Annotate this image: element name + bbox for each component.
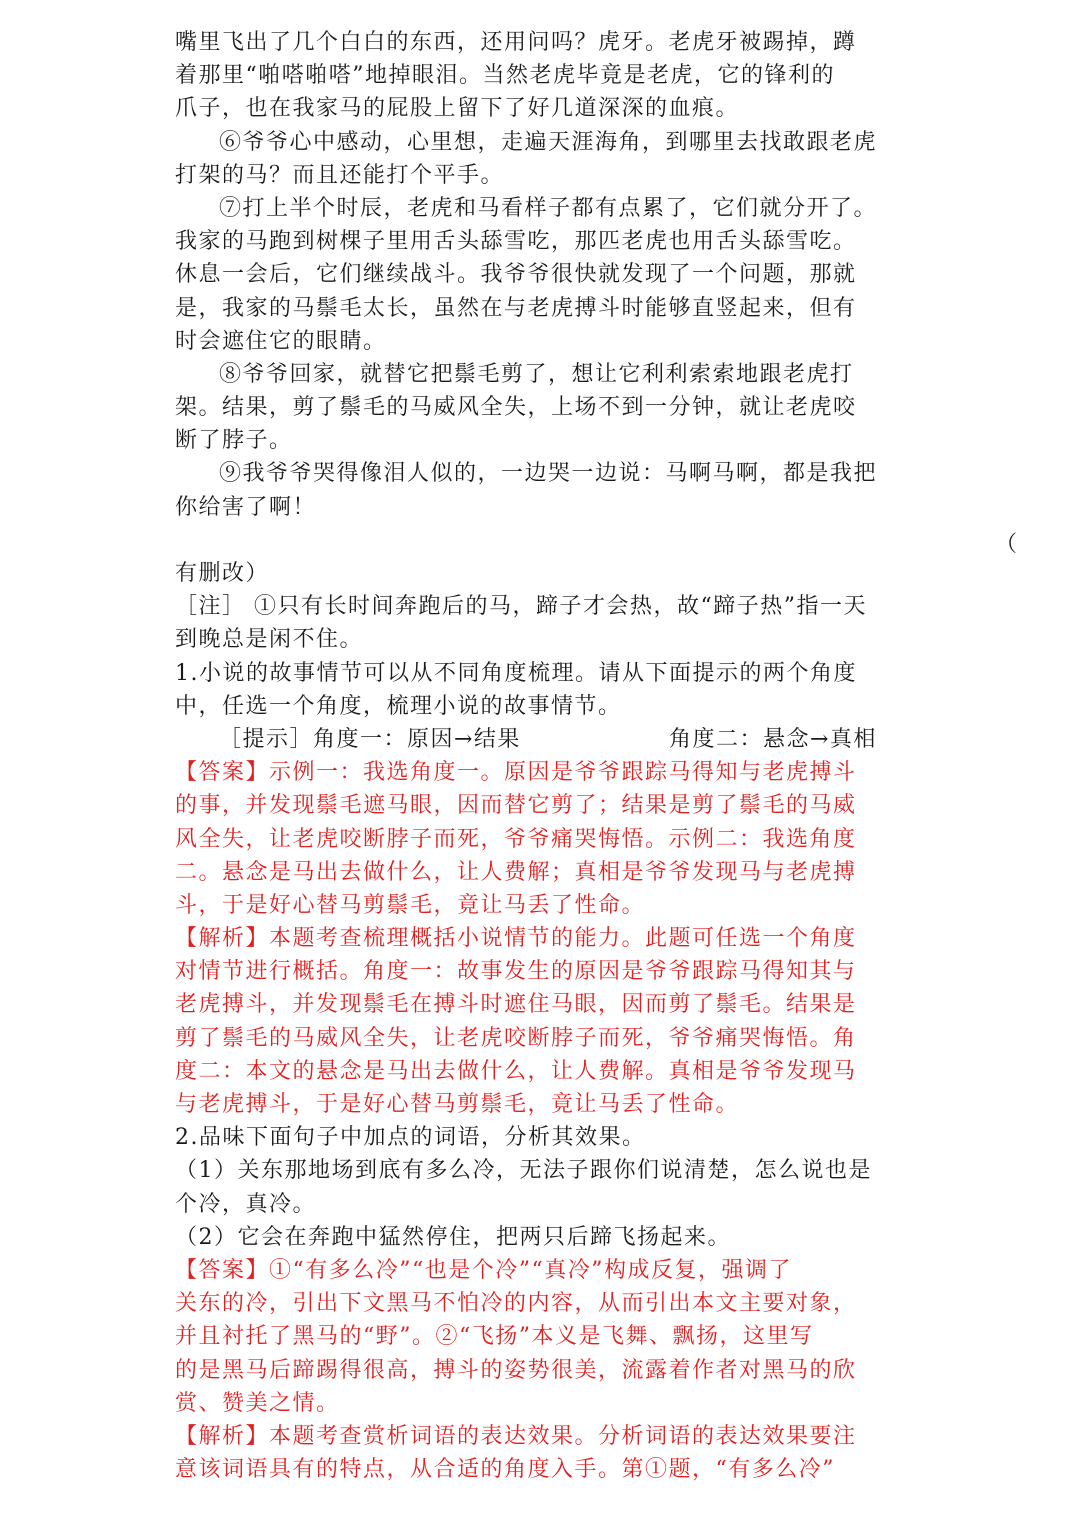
paragraph-8-cont: 断了脖子。 xyxy=(175,428,293,454)
annotation-note-cont: 到晚总是闲不住。 xyxy=(175,627,364,653)
paragraph-7-cont: 是，我家的马鬃毛太长，虽然在与老虎搏斗时能够直竖起来，但有 xyxy=(175,295,857,321)
open-parenthesis: （ xyxy=(995,532,1018,557)
question-2-sentence-1-cont: 个冷，真冷。 xyxy=(175,1191,317,1217)
paragraph-7: ⑦打上半个时辰，老虎和马看样子都有点累了，它们就分开了。 xyxy=(219,195,878,221)
hint-angle-two: 角度二：悬念→真相 xyxy=(669,726,877,752)
paragraph-8-cont: 架。结果，剪了鬃毛的马威风全失，上场不到一分钟，就让老虎咬 xyxy=(175,395,857,421)
document-page xyxy=(175,26,905,1486)
question-2-answer-cont: 并且衬托了黑马的“野”。②“飞扬”本义是飞舞、飘扬，这里写 xyxy=(175,1324,814,1350)
question-1-answer-cont: 二。悬念是马出去做什么，让人费解；真相是爷爷发现马与老虎搏 xyxy=(175,859,857,885)
paragraph-7-cont: 休息一会后，它们继续战斗。我爷爷很快就发现了一个问题，那就 xyxy=(175,262,857,288)
question-2-answer-cont: 赏、赞美之情。 xyxy=(175,1390,340,1416)
paragraph-6: ⑥爷爷心中感动，心里想，走遍天涯海角，到哪里去找敢跟老虎 xyxy=(219,129,878,155)
spacer xyxy=(175,524,905,557)
question-2: 2.品味下面句子中加点的词语，分析其效果。 xyxy=(175,1125,646,1151)
question-1-analysis-cont: 度二：本文的悬念是马出去做什么，让人费解。真相是爷爷发现马 xyxy=(175,1058,857,1084)
edited-note: 有删改） xyxy=(175,561,270,586)
question-1-answer: 【答案】示例一：我选角度一。原因是爷爷跟踪马得知与老虎搏斗 xyxy=(175,760,857,786)
question-2-sentence-1: （1）关东那地场到底有多么冷，无法子跟你们说清楚，怎么说也是 xyxy=(175,1158,872,1184)
story-line: 着那里“啪嗒啪嗒”地掉眼泪。当然老虎毕竟是老虎，它的锋利的 xyxy=(175,63,835,89)
paragraph-7-cont: 我家的马跑到树棵子里用舌头舔雪吃，那匹老虎也用舌头舔雪吃。 xyxy=(175,229,857,255)
question-2-answer: 【答案】①“有多么冷”“也是个冷”“真冷”构成反复，强调了 xyxy=(175,1257,792,1283)
question-1-analysis-cont: 与老虎搏斗，于是好心替马剪鬃毛，竟让马丢了性命。 xyxy=(175,1092,740,1117)
question-1-hint xyxy=(175,723,905,756)
hint-angle-one: ［提示］角度一：原因→结果 xyxy=(219,726,521,752)
question-1: 1.小说的故事情节可以从不同角度梳理。请从下面提示的两个角度 xyxy=(175,660,857,686)
question-2-answer-cont: 的是黑马后蹄踢得很高，搏斗的姿势很美，流露着作者对黑马的欣 xyxy=(175,1357,857,1383)
question-1-answer-cont: 风全失，让老虎咬断脖子而死，爷爷痛哭悔悟。示例二：我选角度 xyxy=(175,826,857,852)
question-1-analysis-cont: 剪了鬃毛的马威风全失，让老虎咬断脖子而死，爷爷痛哭悔悟。角 xyxy=(175,1025,857,1051)
annotation-note: ［注］ ①只有长时间奔跑后的马，蹄子才会热，故“蹄子热”指一天 xyxy=(175,594,867,620)
paragraph-6-cont: 打架的马？而且还能打个平手。 xyxy=(175,162,505,188)
paragraph-7-cont: 时会遮住它的眼睛。 xyxy=(175,328,387,354)
question-1-cont: 中，任选一个角度，梳理小说的故事情节。 xyxy=(175,693,622,719)
paragraph-9-cont: 你给害了啊！ xyxy=(175,494,317,520)
question-1-answer-cont: 的事，并发现鬃毛遮马眼，因而替它剪了；结果是剪了鬃毛的马威 xyxy=(175,793,857,819)
question-1-answer-cont: 斗，于是好心替马剪鬃毛，竟让马丢了性命。 xyxy=(175,892,646,918)
question-1-analysis: 【解析】本题考查梳理概括小说情节的能力。此题可任选一个角度 xyxy=(175,926,857,952)
question-1-analysis-cont: 对情节进行概括。角度一：故事发生的原因是爷爷跟踪马得知其与 xyxy=(175,959,857,985)
story-line: 嘴里飞出了几个白白的东西，还用问吗？虎牙。老虎牙被踢掉，蹲 xyxy=(175,30,857,55)
question-1-analysis-cont: 老虎搏斗，并发现鬃毛在搏斗时遮住马眼，因而剪了鬃毛。结果是 xyxy=(175,992,857,1018)
question-2-analysis: 【解析】本题考查赏析词语的表达效果。分析词语的表达效果要注 xyxy=(175,1423,857,1449)
question-2-sentence-2: （2）它会在奔跑中猛然停住，把两只后蹄飞扬起来。 xyxy=(175,1224,731,1250)
paragraph-8: ⑧爷爷回家，就替它把鬃毛剪了，想让它利利索索地跟老虎打 xyxy=(219,361,854,387)
question-2-answer-cont: 关东的冷，引出下文黑马不怕冷的内容，从而引出本文主要对象， xyxy=(175,1291,857,1317)
question-2-analysis-cont: 意该词语具有的特点，从合适的角度入手。第①题，“有多么冷” xyxy=(175,1457,835,1483)
paragraph-9: ⑨我爷爷哭得像泪人似的，一边哭一边说：马啊马啊，都是我把 xyxy=(219,461,878,487)
story-line: 爪子，也在我家马的屁股上留下了好几道深深的血痕。 xyxy=(175,96,740,122)
